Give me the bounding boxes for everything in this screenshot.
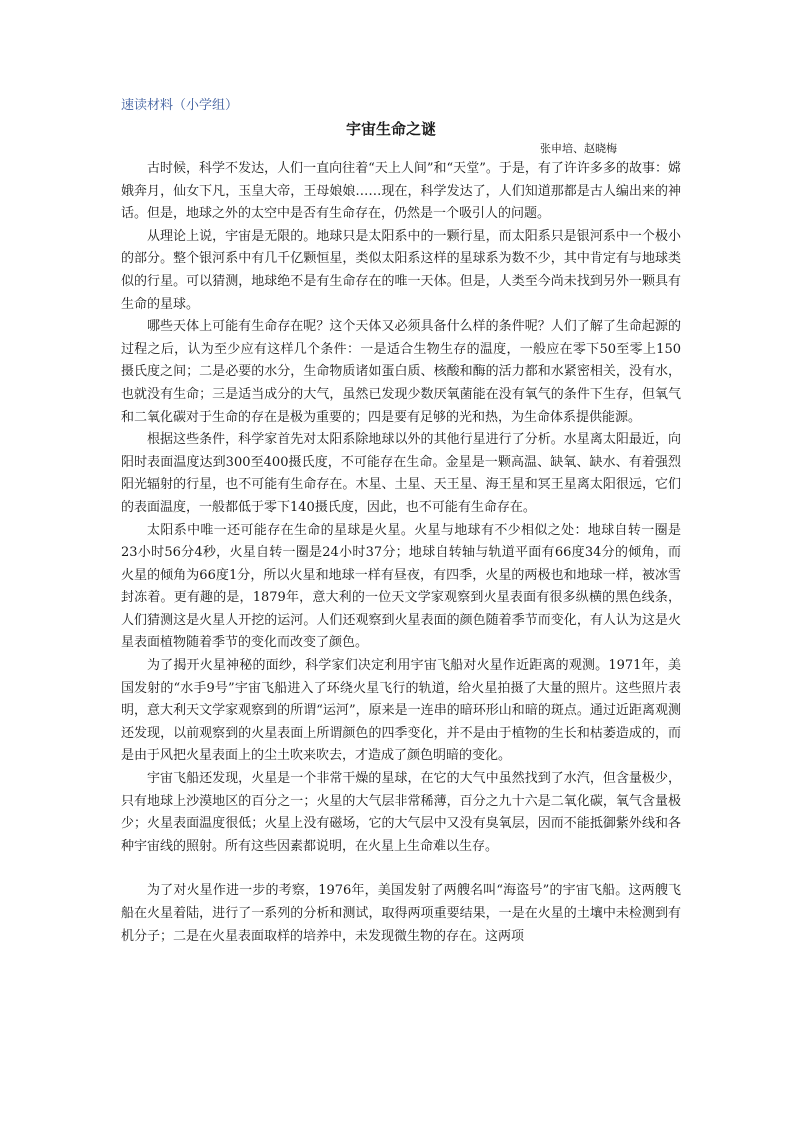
paragraph-1: 古时候，科学不发达，人们一直向往着“天上人间”和“天堂”。于是，有了许许多多的故事：嫦娥奔月，仙女下凡，玉皇大帝，王母娘娘……现在，科学发达了，人们知道那都是古人编出来的神话。但是，地球之外的太空中是否有生命存在，仍然是一个吸引人的问题。 xyxy=(121,161,681,222)
paragraph-4: 根据这些条件，科学家首先对太阳系除地球以外的其他行星进行了分析。水星离太阳最近，向阳时表面温度达到300至400摄氏度，不可能存在生命。金星是一颗高温、缺氧、缺水、有着强烈阳光辐射的行星，也不可能有生命存在。木星、土星、天王星、海王星和冥王星离太阳很远，它们的表面温度，一般都低于零下140摄氏度，因此，也不可能有生命存在。 xyxy=(121,432,681,515)
document-body xyxy=(121,96,681,948)
paragraph-3: 哪些天体上可能有生命存在呢？这个天体又必须具备什么样的条件呢？人们了解了生命起源的过程之后，认为至少应有这样几个条件：一是适合生物生存的温度，一般应在零下50至零上150摄氏度之间；二是必要的水分，生命物质诸如蛋白质、核酸和酶的活力都和水紧密相关，没有水，也就没有生命；三是适当成分的大气，虽然已发现少数厌氧菌能在没有氧气的条件下生存，但氧气和二氧化碳对于生命的存在是极为重要的；四是要有足够的光和热，为生命体系提供能源。 xyxy=(121,319,681,425)
paragraph-2: 从理论上说，宇宙是无限的。地球只是太阳系中的一颗行星，而太阳系只是银河系中一个极小的部分。整个银河系中有几千亿颗恒星，类似太阳系这样的星球系为数不少，其中肯定有与地球类似的行星。可以猜测，地球绝不是有生命存在的唯一天体。但是，人类至今尚未找到另外一颗具有生命的星球。 xyxy=(121,228,681,312)
section-header-label: 速读材料（小学组） xyxy=(121,98,239,113)
article-author: 张申培、赵晓梅 xyxy=(540,142,617,155)
article-title: 宇宙生命之谜 xyxy=(345,120,436,138)
paragraph-6: 为了揭开火星神秘的面纱，科学家们决定利用宇宙飞船对火星作近距离的观测。1971年，美国发射的“水手9号”宇宙飞船进入了环绕火星飞行的轨道，给火星拍摄了大量的照片。这些照片表明，意大利天文学家观察到的所谓“运河”，原来是一连串的暗环形山和暗的斑点。通过近距离观测还发现，以前观察到的火星表面上所谓颜色的四季变化，并不是由于植物的生长和枯萎造成的，而是由于风把火星表面上的尘土吹来吹去，才造成了颜色明暗的变化。 xyxy=(121,658,681,764)
paragraph-7: 宇宙飞船还发现，火星是一个非常干燥的星球，在它的大气中虽然找到了水汽，但含量极少，只有地球上沙漠地区的百分之一；火星的大气层非常稀薄，百分之九十六是二氧化碳，氧气含量极少；火星表面温度很低；火星上没有磁场，它的大气层中又没有臭氧层，因而不能抵御紫外线和各种宇宙线的照射。所有这些因素都说明，在火星上生命难以生存。 xyxy=(121,771,681,854)
paragraph-5: 太阳系中唯一还可能存在生命的星球是火星。火星与地球有不少相似之处：地球自转一圈是23小时56分4秒，火星自转一圈是24小时37分；地球自转轴与轨道平面有66度34分的倾角，而火星的倾角为66度1分，所以火星和地球一样有昼夜，有四季，火星的两极也和地球一样，被冰雪封冻着。更有趣的是，1879年，意大利的一位天文学家观察到火星表面有很多纵横的黑色线条，人们猜测这是火星人开挖的运河。人们还观察到火星表面的颜色随着季节而变化，有人认为这是火星表面植物随着季节的变化而改变了颜色。 xyxy=(121,522,681,651)
paragraph-8: 为了对火星作进一步的考察，1976年，美国发射了两艘名叫“海盗号”的宇宙飞船。这两艘飞船在火星着陆，进行了一系列的分析和测试，取得两项重要结果，一是在火星的土壤中未检测到有机分子；二是在火星表面取样的培养中，未发现微生物的存在。这两项 xyxy=(121,883,681,944)
